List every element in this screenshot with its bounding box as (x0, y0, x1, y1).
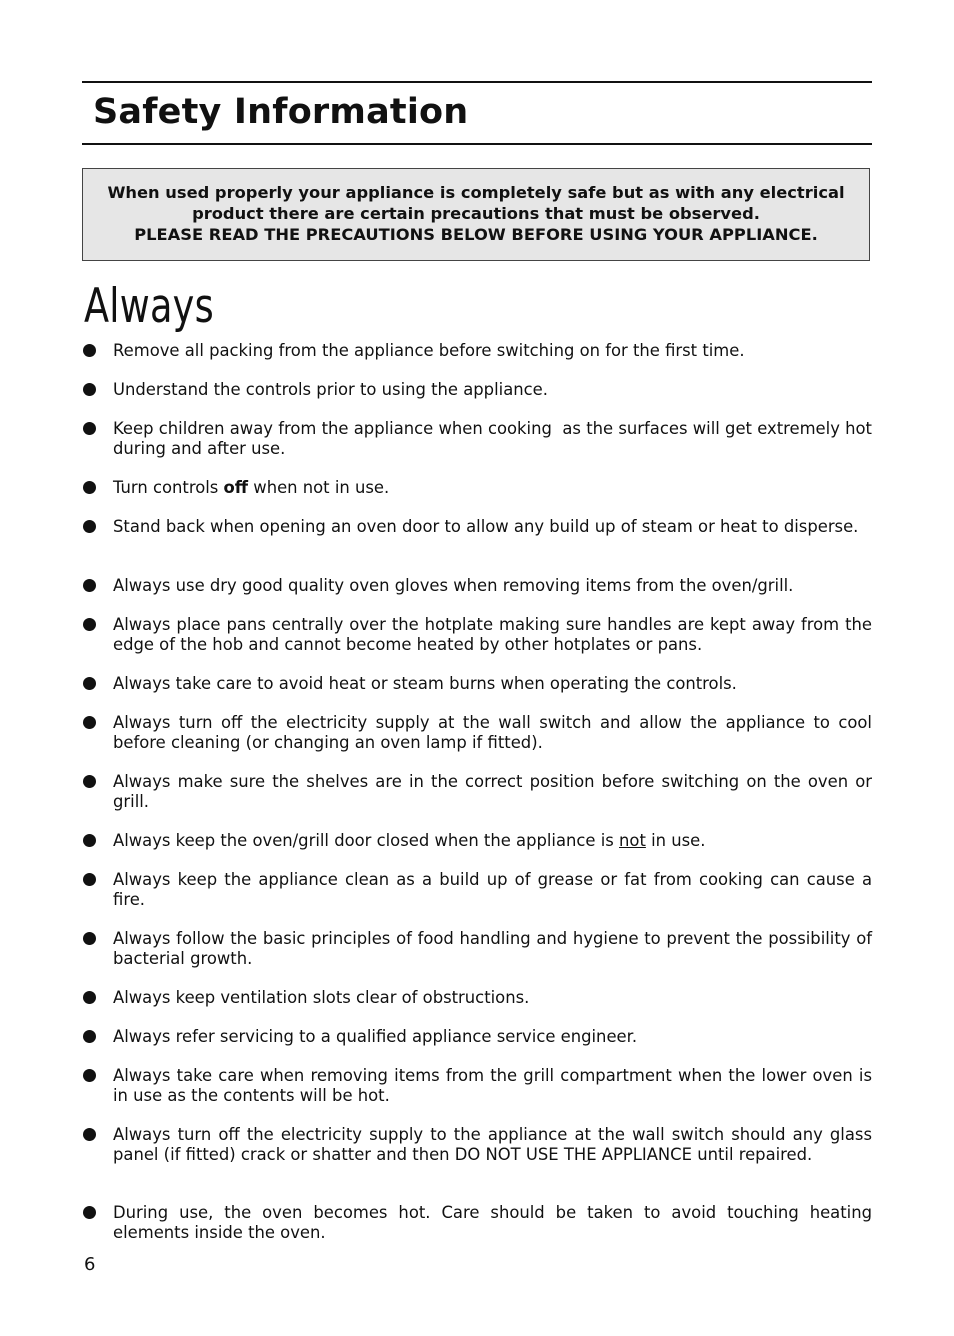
list-item-text: Keep children away from the appliance when cooking as the surfaces will get extremely hot during and after use. (113, 419, 878, 458)
bullet-icon (83, 677, 96, 690)
list-item-text: During use, the oven becomes hot. Care should be taken to avoid touching heating elements inside the oven. (113, 1203, 872, 1242)
list-item-text: Always keep the appliance clean as a build up of grease or fat from cooking can cause a fire. (113, 870, 872, 909)
list-item-text: Always turn off the electricity supply at the wall switch and allow the appliance to cool before cleaning (or changing an oven lamp if fitted). (113, 713, 872, 752)
list-item-text: Always take care to avoid heat or steam burns when operating the controls. (113, 674, 737, 693)
page-title: Safety Information (93, 92, 469, 132)
list-item-text: Always turn off the electricity supply to the appliance at the wall switch should any glass panel (if fitted) crack or shatter and then DO NOT USE THE APPLIANCE until repaired. (113, 1125, 872, 1164)
list-item-text: Understand the controls prior to using the appliance. (113, 380, 548, 399)
text-segment: in use. (645, 831, 706, 850)
list-item-text: Always place pans centrally over the hotplate making sure handles are kept away from the edge of the hob and cannot become heated by other hotplates or pans. (113, 615, 872, 654)
bullet-icon (83, 383, 96, 396)
underline-emphasis: not (619, 831, 646, 850)
list-item-text: Always use dry good quality oven gloves when removing items from the oven/grill. (113, 576, 794, 595)
text-segment: Always keep the oven/grill door closed when the appliance is (113, 831, 620, 850)
list-item-text: Always make sure the shelves are in the correct position before switching on the oven or grill. (113, 772, 872, 811)
list-item-text (113, 831, 872, 851)
section-title: Always (84, 279, 214, 334)
bullet-icon (83, 1069, 96, 1082)
list-item-text: Always follow the basic principles of food handling and hygiene to prevent the possibility of bacterial growth. (113, 929, 872, 968)
safety-notice-box (82, 168, 870, 261)
bold-emphasis: off (223, 478, 249, 497)
list-item-text: Always refer servicing to a qualified appliance service engineer. (113, 1027, 638, 1046)
list-item-text (113, 478, 872, 498)
bullet-icon (83, 1206, 96, 1219)
bullet-icon (83, 618, 96, 631)
bullet-icon (83, 422, 96, 435)
text-segment: Turn controls (113, 478, 224, 497)
bullet-icon (83, 834, 96, 847)
bullet-icon (83, 716, 96, 729)
bullet-icon (83, 873, 96, 886)
bullet-icon (83, 579, 96, 592)
bullet-icon (83, 1030, 96, 1043)
header-rule-top (82, 81, 872, 83)
bullet-icon (83, 481, 96, 494)
list-item-text: Always take care when removing items from the grill compartment when the lower oven is in use as the contents will be hot. (113, 1066, 872, 1105)
bullet-icon (83, 520, 96, 533)
bullet-icon (83, 775, 96, 788)
bullet-icon (83, 991, 96, 1004)
page-number: 6 (84, 1254, 96, 1275)
notice-line-1: When used properly your appliance is completely safe but as with any electrical (107, 183, 845, 202)
bullet-icon (83, 344, 96, 357)
header-rule-bottom (82, 143, 872, 145)
list-item-text: Stand back when opening an oven door to allow any build up of steam or heat to disperse. (113, 517, 859, 536)
list-item-text: Always keep ventilation slots clear of obstructions. (113, 988, 530, 1007)
notice-line-2: product there are certain precautions that must be observed. (192, 204, 760, 223)
list-item-text: Remove all packing from the appliance before switching on for the first time. (113, 341, 745, 360)
notice-line-3: PLEASE READ THE PRECAUTIONS BELOW BEFORE USING YOUR APPLIANCE. (134, 225, 818, 244)
bullet-icon (83, 932, 96, 945)
text-segment: when not in use. (248, 478, 390, 497)
bullet-icon (83, 1128, 96, 1141)
